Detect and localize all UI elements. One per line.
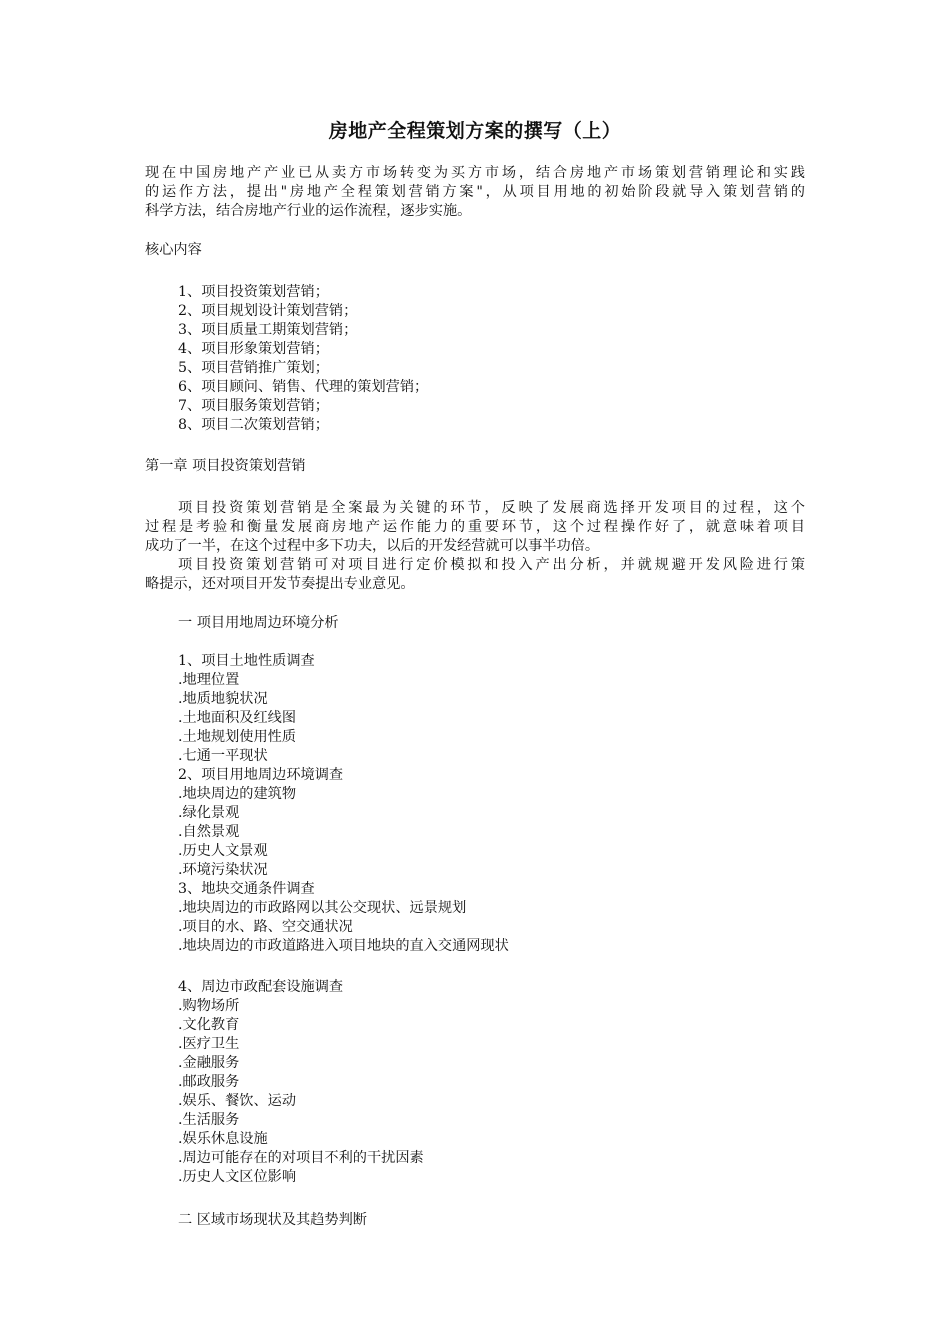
intro-line: 科学方法，结合房地产行业的运作流程，逐步实施。 bbox=[145, 203, 472, 219]
list-item: .土地规划使用性质 bbox=[178, 729, 297, 745]
list-item: .土地面积及红线图 bbox=[178, 710, 297, 726]
section-heading bbox=[145, 1211, 805, 1230]
list-item: .娱乐、餐饮、运动 bbox=[178, 1093, 297, 1109]
paragraph-line: 略提示，还对项目开发节奏提出专业意见。 bbox=[145, 576, 415, 592]
list-item: 3、地块交通条件调查 bbox=[178, 881, 315, 897]
core-heading-text: 核心内容 bbox=[145, 242, 202, 258]
list-item: .历史人文景观 bbox=[178, 843, 268, 859]
list-item: .绿化景观 bbox=[178, 805, 240, 821]
core-list-item: 6、项目顾问、销售、代理的策划营销； bbox=[178, 379, 429, 395]
section-heading-text: 一 项目用地周边环境分析 bbox=[178, 615, 339, 631]
core-list-item: 8、项目二次策划营销； bbox=[178, 417, 329, 433]
list-item: .地块周边的建筑物 bbox=[178, 786, 297, 802]
document-title: 房地产全程策划方案的撰写（上） bbox=[328, 120, 622, 142]
list-item: .邮政服务 bbox=[178, 1074, 240, 1090]
list-item: .地理位置 bbox=[178, 672, 240, 688]
list-item: .地质地貌状况 bbox=[178, 691, 268, 707]
core-list-item: 1、项目投资策划营销； bbox=[178, 284, 329, 300]
list-item: .娱乐休息设施 bbox=[178, 1131, 268, 1147]
list-item: .医疗卫生 bbox=[178, 1036, 240, 1052]
intro-paragraph bbox=[145, 164, 805, 221]
core-list-item: 4、项目形象策划营销； bbox=[178, 341, 329, 357]
chapter-heading-text: 第一章 项目投资策划营销 bbox=[145, 458, 306, 474]
list-item: .购物场所 bbox=[178, 998, 240, 1014]
paragraph-line: 成功了一半，在这个过程中多下功夫，以后的开发经营就可以事半功倍。 bbox=[145, 538, 600, 554]
paragraph-line: 过程是考验和衡量发展商房地产运作能力的重要环节，这个过程操作好了，就意味着项目 bbox=[145, 519, 805, 535]
intro-line: 现在中国房地产产业已从卖方市场转变为买方市场，结合房地产市场策划营销理论和实践 bbox=[145, 165, 805, 181]
list-item: .周边可能存在的对项目不利的干扰因素 bbox=[178, 1150, 424, 1166]
core-list bbox=[145, 283, 805, 435]
list-item: .环境污染状况 bbox=[178, 862, 268, 878]
chapter1-paragraphs bbox=[145, 499, 805, 594]
section1-list bbox=[145, 652, 805, 956]
paragraph-line: 项目投资策划营销是全案最为关键的环节，反映了发展商选择开发项目的过程，这个 bbox=[178, 500, 805, 516]
core-heading bbox=[145, 241, 805, 260]
list-item: .历史人文区位影响 bbox=[178, 1169, 297, 1185]
list-item: .七通一平现状 bbox=[178, 748, 268, 764]
section-heading bbox=[145, 614, 805, 633]
list-item: 2、项目用地周边环境调查 bbox=[178, 767, 344, 783]
intro-line: 的运作方法，提出"房地产全程策划营销方案"，从项目用地的初始阶段就导入策划营销的 bbox=[145, 184, 805, 200]
paragraph-line: 项目投资策划营销可对项目进行定价模拟和投入产出分析，并就规避开发风险进行策 bbox=[178, 557, 805, 573]
list-item: .地块周边的市政路网以其公交现状、远景规划 bbox=[178, 900, 467, 916]
core-list-item: 3、项目质量工期策划营销； bbox=[178, 322, 358, 338]
list-item: .生活服务 bbox=[178, 1112, 240, 1128]
list-item: .文化教育 bbox=[178, 1017, 240, 1033]
core-list-item: 5、项目营销推广策划； bbox=[178, 360, 329, 376]
list-item: .地块周边的市政道路进入项目地块的直入交通网现状 bbox=[178, 938, 509, 954]
list-item: 1、项目土地性质调查 bbox=[178, 653, 315, 669]
list-item: 4、周边市政配套设施调查 bbox=[178, 979, 344, 995]
list-item: .项目的水、路、空交通状况 bbox=[178, 919, 353, 935]
section-heading-text: 二 区域市场现状及其趋势判断 bbox=[178, 1212, 367, 1228]
list-item: .自然景观 bbox=[178, 824, 240, 840]
chapter-heading bbox=[145, 457, 805, 476]
list-item: .金融服务 bbox=[178, 1055, 240, 1071]
core-list-item: 7、项目服务策划营销； bbox=[178, 398, 329, 414]
core-list-item: 2、项目规划设计策划营销； bbox=[178, 303, 358, 319]
section1-list-2 bbox=[145, 978, 805, 1187]
